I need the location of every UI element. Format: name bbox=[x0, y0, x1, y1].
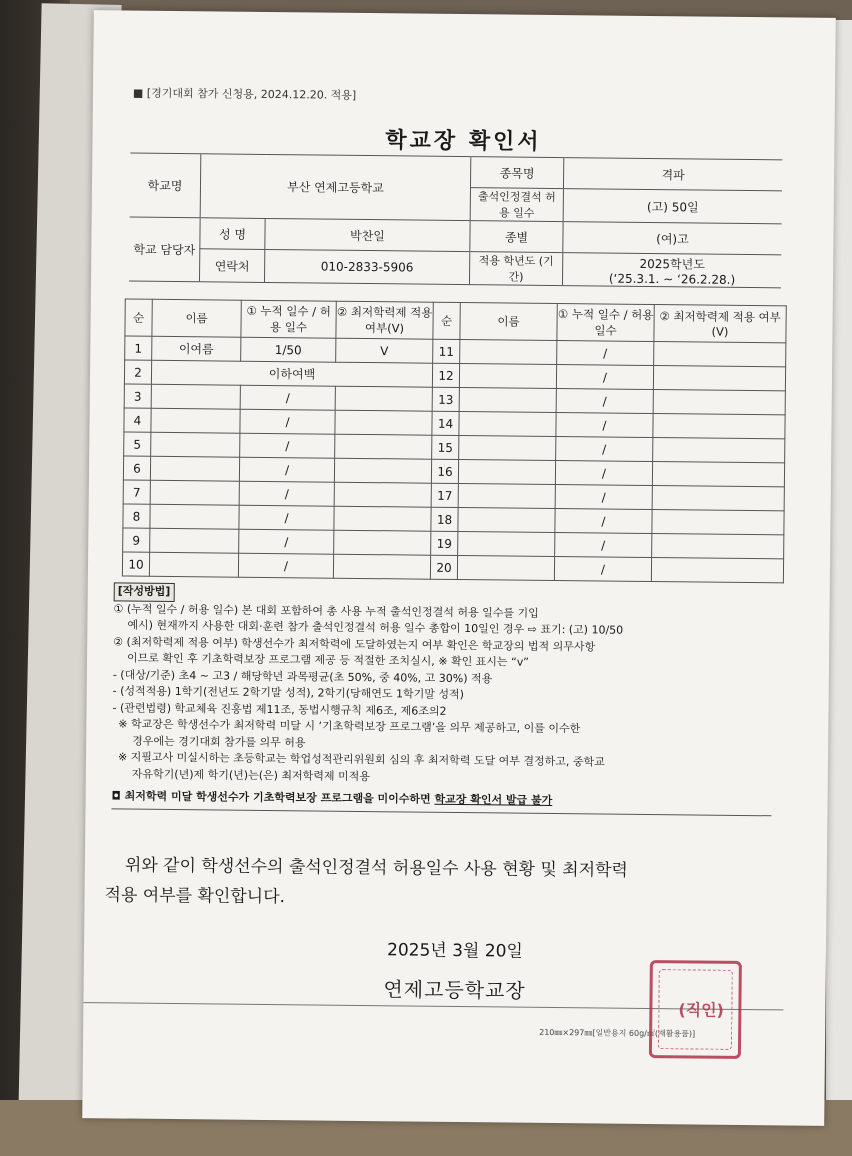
instruction-line: - (성적적용) 1학기(전년도 2학기말 성적), 2학기(당해연도 1학기말 성적) bbox=[112, 684, 465, 702]
warning-emphasis: 학교장 확인서 발급 불가 bbox=[434, 792, 553, 807]
row-no: 2 bbox=[124, 360, 151, 384]
row-check bbox=[335, 386, 432, 411]
row-no: 4 bbox=[124, 408, 151, 432]
row-days: / bbox=[556, 389, 653, 414]
row-days: / bbox=[240, 433, 335, 458]
row-check: V bbox=[336, 338, 433, 363]
confirmation-line-1: 위와 같이 학생선수의 출석인정결석 허용일수 사용 현황 및 최저학력 bbox=[124, 855, 628, 881]
student-list-body bbox=[122, 299, 786, 583]
header-minimum: ② 최저학력제 적용 여부(V) bbox=[336, 301, 433, 339]
header-name-right: 이름 bbox=[460, 302, 557, 340]
row-check bbox=[652, 534, 784, 559]
instruction-line: 자유학기(년)제 학기(년)는(은) 최저학력제 미적용 bbox=[131, 767, 371, 783]
row-check bbox=[653, 438, 785, 463]
year-period: (‘25.3.1. ~ ‘26.2.28.) bbox=[608, 271, 736, 287]
row-check bbox=[334, 530, 431, 555]
instruction-line: ※ 지필고사 미실시하는 초등학교는 학업성적관리위원회 심의 후 최저학력 도달 여부 결정하고, 중학교 bbox=[117, 750, 605, 769]
row-name bbox=[459, 411, 556, 436]
row-check bbox=[334, 458, 431, 483]
confirmation-line-2: 적용 여부를 확인합니다. bbox=[104, 885, 286, 908]
category-label: 종별 bbox=[470, 221, 563, 253]
row-check bbox=[654, 342, 786, 367]
row-check bbox=[334, 482, 431, 507]
name-label: 성 명 bbox=[200, 218, 265, 250]
instruction-warning bbox=[111, 788, 771, 815]
issue-date: 2025년 3월 20일 bbox=[386, 940, 523, 962]
name-value: 박찬일 bbox=[265, 218, 470, 251]
instruction-line: 이므로 확인 후 기초학력보장 프로그램 제공 등 적절한 조치실시, ※ 확인 표시는 “v” bbox=[126, 651, 529, 669]
row-check bbox=[651, 558, 783, 583]
row-check bbox=[335, 434, 432, 459]
row-name bbox=[460, 339, 557, 364]
official-seal bbox=[649, 960, 742, 1059]
instructions bbox=[111, 582, 773, 815]
row-name bbox=[457, 555, 554, 580]
seal-text: (직인) bbox=[678, 1000, 725, 1020]
info-table bbox=[129, 153, 782, 289]
row-no: 17 bbox=[431, 483, 458, 507]
row-name bbox=[149, 552, 238, 577]
row-days: / bbox=[555, 461, 652, 486]
row-name: 이여름 bbox=[152, 336, 241, 361]
header-no: 순 bbox=[125, 299, 152, 336]
row-days: / bbox=[240, 409, 335, 434]
allowed-days-label: 출석인정결석 허용 일수 bbox=[470, 188, 563, 222]
confirmation-statement bbox=[104, 850, 755, 917]
row-no: 13 bbox=[432, 387, 459, 411]
row-days: / bbox=[239, 481, 334, 506]
row-no: 11 bbox=[433, 339, 460, 363]
row-name bbox=[151, 408, 240, 433]
row-name bbox=[150, 456, 239, 481]
row-name bbox=[150, 480, 239, 505]
row-days: / bbox=[239, 529, 334, 554]
page-title: 학교장 확인서 bbox=[385, 128, 542, 155]
row-days: / bbox=[238, 553, 333, 578]
header-minimum-right: ② 최저학력제 적용 여부(V) bbox=[654, 305, 786, 343]
row-days: / bbox=[556, 437, 653, 462]
row-name bbox=[458, 507, 555, 532]
row-name bbox=[459, 387, 556, 412]
warning-text: ◘ 최저학력 미달 학생선수가 기초학력보장 프로그램을 미이수하면 bbox=[111, 789, 435, 806]
instruction-line: ① (누적 일수 / 허용 일수) 본 대회 포함하여 총 사용 누적 출석인정결석 허용 일수를 기입 bbox=[113, 601, 539, 620]
header-name: 이름 bbox=[152, 299, 241, 337]
row-check bbox=[334, 506, 431, 531]
row-name bbox=[150, 504, 239, 529]
contact-value: 010-2833-5906 bbox=[264, 249, 469, 284]
year-cell bbox=[562, 253, 781, 288]
manager-label: 학교 담당자 bbox=[129, 217, 200, 282]
instruction-line: 예시) 현재까지 사용한 대회·훈련 참가 출석인정결석 허용 일수 총합이 10일인 경우 ⇨ 표기: (고) 10/50 bbox=[127, 618, 624, 637]
row-no: 16 bbox=[431, 459, 458, 483]
row-check bbox=[653, 414, 785, 439]
row-check bbox=[333, 554, 430, 579]
row-no: 12 bbox=[432, 363, 459, 387]
row-check bbox=[652, 510, 784, 535]
row-no: 18 bbox=[431, 507, 458, 531]
row-days: / bbox=[554, 557, 651, 582]
event-value: 격파 bbox=[563, 158, 782, 191]
category-value: (여)고 bbox=[563, 222, 782, 255]
row-check bbox=[653, 390, 785, 415]
row-check bbox=[652, 486, 784, 511]
allowed-days-value: (고) 50일 bbox=[563, 189, 782, 224]
row-name bbox=[151, 432, 240, 457]
header-days-right: ① 누적 일수 / 허용 일수 bbox=[557, 304, 654, 342]
row-no: 19 bbox=[431, 531, 458, 555]
row-days: / bbox=[556, 365, 653, 390]
row-no: 1 bbox=[125, 336, 152, 360]
row-name bbox=[150, 528, 239, 553]
row-no: 5 bbox=[124, 432, 151, 456]
row-days: / bbox=[555, 509, 652, 534]
row-days: / bbox=[239, 457, 334, 482]
row-days: / bbox=[557, 341, 654, 366]
row-no: 15 bbox=[432, 435, 459, 459]
principal-title: 연제고등학교장 bbox=[383, 977, 526, 1003]
header-note: ■ [경기대회 참가 신청용, 2024.12.20. 적용] bbox=[132, 86, 357, 102]
contact-label: 연락처 bbox=[199, 249, 264, 283]
instruction-line: - (대상/기준) 초4 ~ 고3 / 해당학년 과목평균(초 50%, 중 40%, 고 30%) 적용 bbox=[112, 667, 493, 685]
row-days: / bbox=[555, 485, 652, 510]
document-page bbox=[82, 10, 836, 1126]
school-name-label: 학교명 bbox=[130, 153, 201, 218]
header-days: ① 누적 일수 / 허용 일수 bbox=[241, 300, 336, 338]
row-merged-note: 이하여백 bbox=[151, 360, 432, 387]
row-name bbox=[458, 459, 555, 484]
row-no: 20 bbox=[430, 555, 457, 579]
row-no: 6 bbox=[123, 456, 150, 480]
instruction-line: ② (최저학력제 적용 여부) 학생선수가 최저학력에 도달하였는지 여부 확인은 학교장의 법적 의무사항 bbox=[113, 634, 596, 653]
student-list-table bbox=[122, 298, 787, 583]
instructions-heading: [작성방법] bbox=[114, 582, 175, 601]
header-no-right: 순 bbox=[433, 302, 460, 339]
year-label: 적용 학년도 (기간) bbox=[469, 252, 562, 286]
row-name bbox=[459, 363, 556, 388]
row-days: / bbox=[240, 385, 335, 410]
instruction-line: - (관련법령) 학교체육 진흥법 제11조, 동법시행규칙 제6조, 제6조의2 bbox=[112, 700, 447, 718]
row-days: 1/50 bbox=[241, 337, 336, 362]
row-check bbox=[653, 366, 785, 391]
school-name-value: 부산 연제고등학교 bbox=[200, 154, 471, 221]
row-name bbox=[151, 384, 240, 409]
row-days: / bbox=[556, 413, 653, 438]
row-name bbox=[459, 435, 556, 460]
row-no: 9 bbox=[123, 528, 150, 552]
event-label: 종목명 bbox=[470, 157, 563, 189]
row-no: 10 bbox=[122, 552, 149, 576]
row-name bbox=[458, 483, 555, 508]
row-check bbox=[335, 410, 432, 435]
row-no: 7 bbox=[123, 480, 150, 504]
instruction-line: 경우에는 경기대회 참가를 의무 허용 bbox=[132, 734, 306, 749]
row-no: 3 bbox=[124, 384, 151, 408]
year-value: 2025학년도 bbox=[639, 256, 705, 272]
row-no: 8 bbox=[123, 504, 150, 528]
row-days: / bbox=[555, 533, 652, 558]
row-check bbox=[652, 462, 784, 487]
row-name bbox=[458, 531, 555, 556]
paper-size-note: 210㎜×297㎜[일반용지 60g/㎡(재활용품)] bbox=[539, 1027, 696, 1039]
row-days: / bbox=[239, 505, 334, 530]
instruction-line: ※ 학교장은 학생선수가 최저학력 미달 시 ‘기초학력보장 프로그램’을 의무 제공하고, 이를 이수한 bbox=[118, 717, 581, 736]
row-no: 14 bbox=[432, 411, 459, 435]
